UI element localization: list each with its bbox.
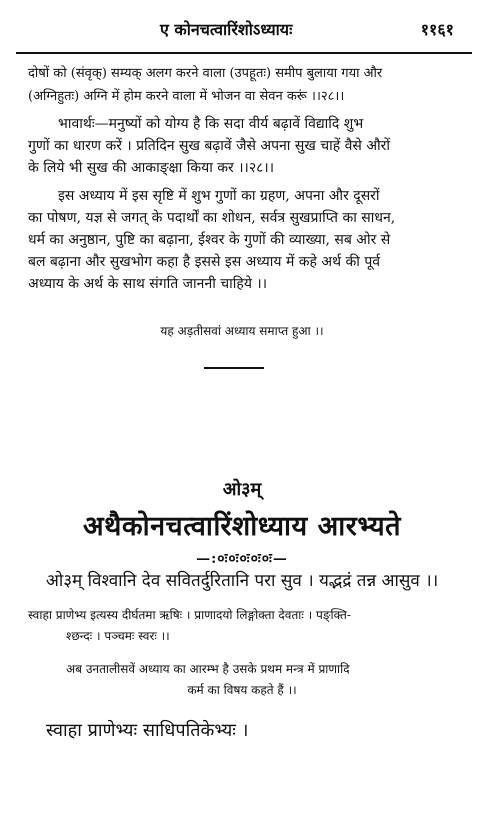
page-number: ११६१ — [420, 20, 454, 39]
ornament-divider: —:०ः०ः०ः०ः०ः— — [196, 551, 288, 567]
running-header — [0, 18, 484, 42]
summary-line-3: धर्म का अनुष्ठान, पुष्टि का बढ़ाना, ईश्वर के गुणों की व्याख्या, सब ओर से — [28, 232, 391, 248]
header-rule — [16, 52, 472, 54]
first-mantra: स्वाहा प्राणेभ्यः साधिपतिकेभ्यः । — [46, 720, 249, 741]
running-title: ए कोनचत्वारिंशोऽध्यायः — [160, 20, 293, 39]
commentary-line-2: (अग्निहुतः) अग्नि में होम करने वाला में भोजन वा सेवन करूं ।।२८।। — [28, 89, 345, 104]
summary-line-2: का पोषण, यज्ञ से जगत् के पदार्थों का शोधन, सर्वत्र सुखप्राप्ति का साधन, — [28, 210, 396, 226]
bhavarth-line-1: भावार्थः—मनुष्यों को योग्य है कि सदा वीर्य बढ़ावें विद्यादि शुभ — [58, 116, 364, 132]
chapter-completion-note: यह अड़तीसवां अध्याय समाप्त हुआ ।। — [160, 324, 324, 338]
summary-line-4: बल बढ़ाना और सुखभोग कहा है इससे इस अध्याय में कहे अर्थ की पूर्व — [28, 254, 381, 270]
intro-line-1: अब उनतालीसवें अध्याय का आरम्भ है उसके प्रथम मन्त्र में प्राणादि — [66, 662, 350, 676]
chapter-heading: अथैकोनचत्वारिंशोध्याय आरभ्यते — [82, 511, 402, 542]
intro-line-2: कर्म का विषय कहते हैं ।। — [187, 683, 297, 697]
summary-line-1: इस अध्याय में इस सृष्टि में शुभ गुणों का ग्रहण, अपना और दूसरों — [58, 188, 380, 204]
summary-line-5: अध्याय के अर्थ के साथ संगति जाननी चाहिये ।। — [28, 276, 268, 292]
section-divider — [204, 367, 264, 369]
om-heading: ओ३म् — [222, 479, 262, 500]
opening-mantra: ओ३म् विश्वानि देव सवितर्दुरितानि परा सुव । यद्भद्रं तन्न आसुव ।। — [45, 571, 439, 591]
commentary-line-1: दोषों को (संवृक्) सम्यक् अलग करने वाला (उपहूतः) समीप बुलाया गया और — [28, 66, 383, 81]
bhavarth-line-3: के लिये भी सुख की आकाङ्क्षा किया कर ।।२८।। — [28, 160, 275, 176]
bhavarth-line-2: गुणों का धारण करें । प्रतिदिन सुख बढ़ावें जैसे अपना सुख चाहें वैसे औरों — [28, 138, 391, 154]
rishi-line-2: श्छन्दः । पञ्चमः स्वरः ।। — [66, 629, 170, 643]
rishi-line-1: स्वाहा प्राणेभ्य इत्यस्य दीर्घतमा ऋषिः । प्राणादयो लिङ्गोक्ता देवताः । पङ्क्ति- — [28, 608, 351, 622]
